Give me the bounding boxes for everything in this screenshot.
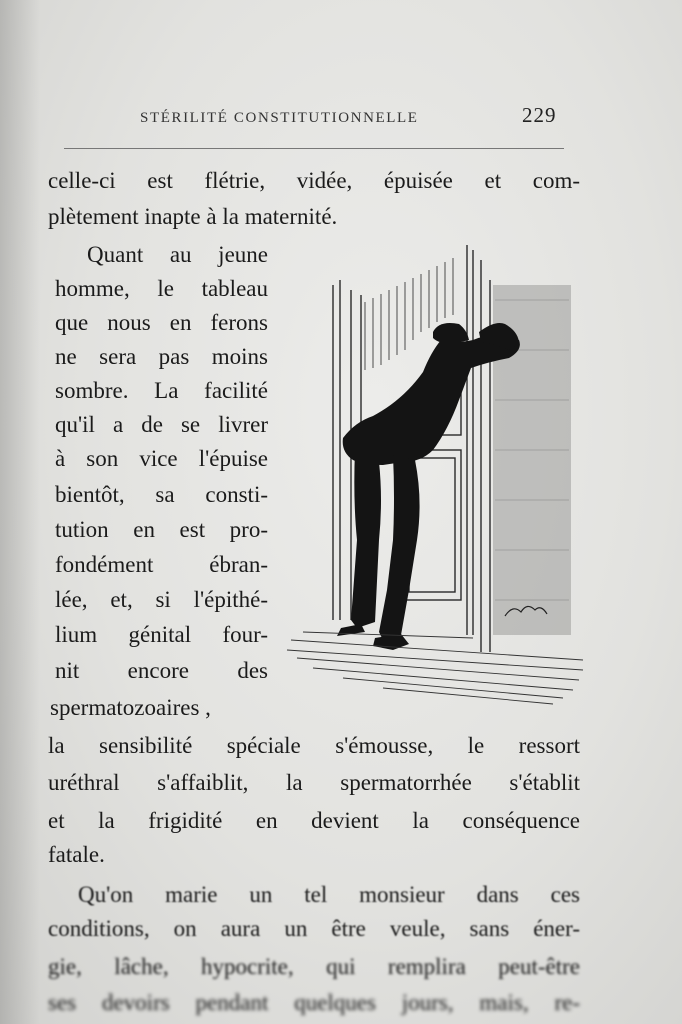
text-line: spermatozoaires ,: [50, 695, 211, 720]
paragraph-start: Quant au jeune: [87, 242, 268, 267]
text-line: lée, et, si l'épithé-: [55, 587, 268, 612]
text-line: bientôt, sa consti-: [55, 482, 268, 507]
text-line: tution en est pro-: [55, 517, 268, 542]
text-line: fatale.: [48, 842, 105, 867]
text-line: ses devoirs pendant quelques jours, mais, re-: [48, 990, 580, 1015]
text-line: et la frigidité en devient la conséquence: [48, 808, 580, 833]
text-line: qu'il a de se livrer: [55, 412, 268, 437]
text-line: sombre. La facilité: [55, 378, 268, 403]
header-rule: [64, 148, 564, 149]
text-line: plètement inapte à la maternité.: [48, 204, 338, 229]
text-line: à son vice l'épuise: [55, 446, 268, 471]
text-line: fondément ébran-: [55, 552, 268, 577]
text-line: celle-ci est flétrie, vidée, épuisée et com-: [48, 168, 580, 193]
text-line: que nous en ferons: [55, 310, 268, 335]
text-line: ne sera pas moins: [55, 344, 268, 369]
text-line: nit encore des: [55, 658, 268, 683]
text-line: uréthral s'affaiblit, la spermatorrhée s'établit: [48, 770, 580, 795]
text-line: gie, lâche, hypocrite, qui remplira peut-être: [48, 954, 580, 979]
paragraph-start: Qu'on marie un tel monsieur dans ces: [78, 882, 580, 907]
page-gutter-shadow: [0, 0, 40, 1024]
engraving-man-at-door: [283, 240, 593, 710]
page-number: 229: [522, 103, 557, 127]
text-line: la sensibilité spéciale s'émousse, le ressort: [48, 733, 580, 758]
text-line: homme, le tableau: [55, 276, 268, 301]
text-line: conditions, on aura un être veule, sans éner-: [48, 916, 580, 941]
running-title: STÉRILITÉ CONSTITUTIONNELLE: [140, 110, 419, 126]
text-line: lium génital four-: [55, 622, 268, 647]
